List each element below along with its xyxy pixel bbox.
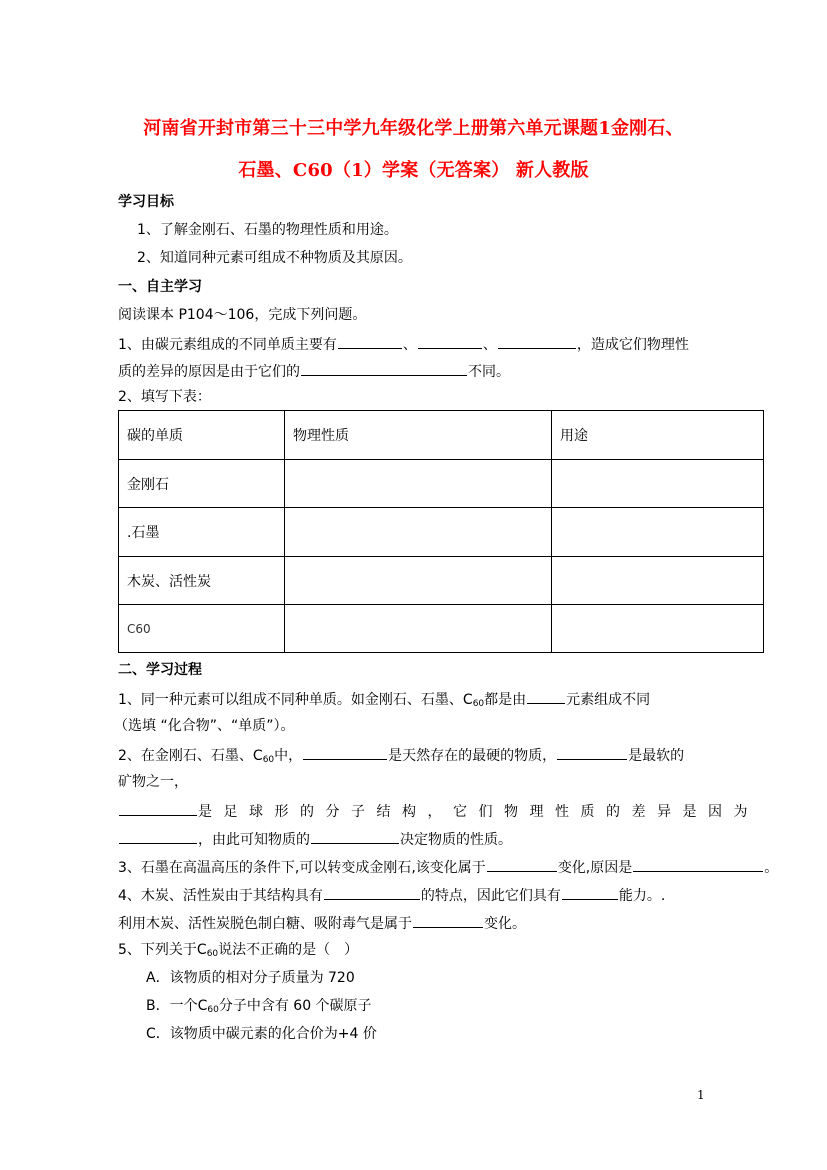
goals-heading: 学习目标: [118, 194, 174, 210]
section2-heading: 二、学习过程: [118, 662, 202, 678]
answer-blank[interactable]: [487, 856, 557, 872]
table-cell-blank[interactable]: [552, 508, 764, 557]
option-b: B．一个$C_{60}$分子中含有 60 个碳原子: [146, 998, 372, 1015]
s2-question-4-line-1: 4、木炭、活性炭由于其结构具有 的特点，因此它们具有 能力。.: [118, 884, 665, 906]
table-cell-substance: 木炭、活性炭: [119, 557, 285, 605]
goal-item-2: 2、知道同种元素可组成不种物质及其原因。: [137, 250, 412, 266]
answer-blank[interactable]: [413, 912, 483, 928]
table-header-cell: 物理性质: [285, 411, 552, 460]
section1-heading: 一、自主学习: [118, 279, 202, 295]
table-cell-blank[interactable]: [552, 557, 764, 605]
s2-question-2-line-4: ，由此可知物质的 决定物质的性质。: [118, 828, 512, 850]
table-row: [119, 557, 764, 605]
answer-blank[interactable]: [557, 744, 627, 760]
s2-question-2-line-2: 矿物之一，: [118, 774, 188, 790]
section1-intro: 阅读课本 P104～106，完成下列问题。: [118, 307, 367, 323]
carbon-table: [118, 410, 764, 653]
s2-question-1-line-1: 1、同一种元素可以组成不同种单质。如金刚石、石墨、$C_{60}$都是由 元素组成不同: [118, 688, 650, 714]
table-row: [119, 460, 764, 508]
s2-question-1-line-2: （选填 “化合物”、“单质”）。: [114, 718, 295, 734]
answer-blank[interactable]: [562, 884, 618, 900]
table-cell-blank[interactable]: [285, 460, 552, 508]
title-line-1: 河南省开封市第三十三中学九年级化学上册第六单元课题1金刚石、: [143, 118, 684, 139]
table-cell-substance: C60: [119, 605, 285, 653]
answer-blank[interactable]: [324, 884, 420, 900]
question-1-line-2: 质的差异的原因是由于它们的 不同。: [118, 360, 510, 382]
s2-question-4-line-2: 利用木炭、活性炭脱色制白糖、吸附毒气是属于 变化。: [118, 912, 526, 934]
answer-blank[interactable]: [301, 360, 467, 376]
question-2: 2、填写下表：: [118, 389, 211, 405]
answer-blank[interactable]: [633, 856, 763, 872]
title-line-2: 石墨、C60（1）学案（无答案） 新人教版: [238, 160, 589, 181]
table-row: [119, 508, 764, 557]
answer-blank[interactable]: [311, 828, 399, 844]
table-header-row: [119, 411, 764, 460]
table-cell-substance: 金刚石: [119, 460, 285, 508]
s2-question-5: 5、下列关于$C_{60}$说法不正确的是（ ）: [118, 942, 359, 959]
answer-blank[interactable]: [418, 333, 482, 349]
page-number: 1: [697, 1088, 705, 1102]
s2-question-2-line-1: 2、在金刚石、石墨、$C_{60}$中， 是天然存在的最硬的物质， 是最软的: [118, 744, 684, 770]
answer-blank[interactable]: [303, 744, 387, 760]
option-a: A．该物质的相对分子质量为 720: [146, 970, 355, 986]
answer-blank[interactable]: [338, 333, 402, 349]
s2-question-3: 3、石墨在高温高压的条件下,可以转变成金刚石,该变化属于 变化,原因是 。: [118, 856, 778, 878]
table-cell-blank[interactable]: [285, 605, 552, 653]
answer-blank[interactable]: [527, 688, 565, 704]
answer-blank[interactable]: [498, 333, 576, 349]
table-row: [119, 605, 764, 653]
table-cell-substance: .石墨: [119, 508, 285, 557]
goal-item-1: 1、了解金刚石、石墨的物理性质和用途。: [137, 222, 398, 238]
s2-question-2-line-3: 是足球形的分子结构，它们物理性质的差异是因为: [118, 800, 759, 822]
table-cell-blank[interactable]: [552, 460, 764, 508]
table-header-cell: 用途: [552, 411, 764, 460]
table-header-cell: 碳的单质: [119, 411, 285, 460]
answer-blank[interactable]: [119, 800, 197, 816]
answer-blank[interactable]: [119, 828, 197, 844]
option-c: C．该物质中碳元素的化合价为+4 价: [146, 1026, 377, 1042]
table-cell-blank[interactable]: [552, 605, 764, 653]
table-cell-blank[interactable]: [285, 557, 552, 605]
table-cell-blank[interactable]: [285, 508, 552, 557]
question-1-line-1: 1、由碳元素组成的不同单质主要有 、 、 ，造成它们物理性: [118, 333, 689, 355]
